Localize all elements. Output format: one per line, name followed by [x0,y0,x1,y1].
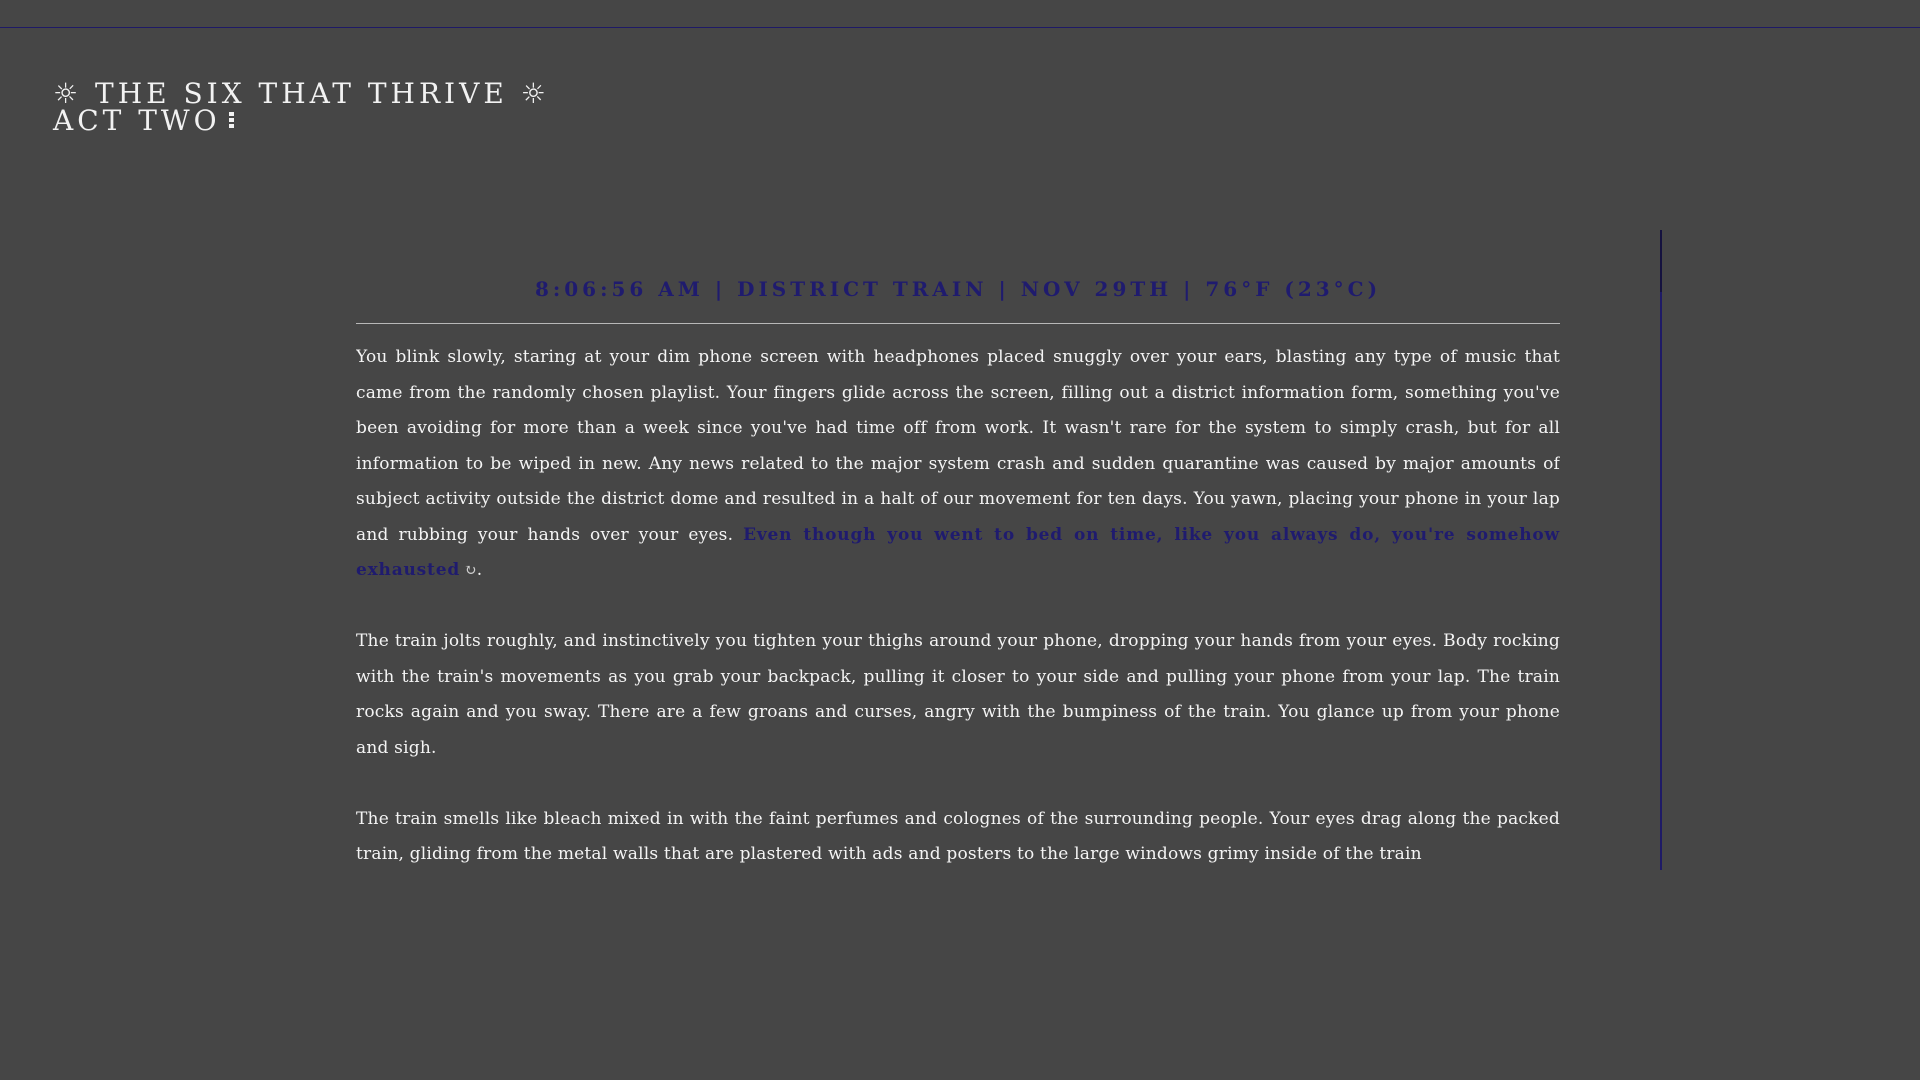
scrollbar-thumb[interactable] [1660,230,1662,292]
entry-header: 8:06:56 AM | DISTRICT TRAIN | NOV 29TH | 76°F (23°C) [356,230,1560,324]
vertical-ellipsis-icon[interactable] [229,112,234,129]
paragraph-text: The train jolts roughly, and instinctively you tighten your thighs around your phone, dropping your hands from your eyes. Body rocking with the train's movements as you grab your backpack, pulling it closer to your side and pulling your phone from your lap. The train rocks again and you sway. There are a few groans and curses, angry with the bumpiness of the train. You glance up from your phone and sigh. [356,631,1560,758]
site-title-line2 [53,104,550,137]
paragraph [356,340,1560,589]
top-divider [0,27,1920,28]
paragraph-text: You blink slowly, staring at your dim phone screen with headphones placed snuggly over your ears, blasting any type of music that came from the randomly chosen playlist. Your fingers glide across the screen, filling out a district information form, something you've been avoiding for more than a week since you've had time off from work. It wasn't rare for the system to simply crash, but for all information to be wiped in new. Any news related to the major system crash and sudden quarantine was caused by major amounts of subject activity outside the district dome and resulted in a halt of our movement for ten days. You yawn, placing your phone in your lap and rubbing your hands over your eyes. [356,347,1560,545]
refresh-icon[interactable]: ↻ [464,561,477,579]
sun-icon: ☼ [520,77,550,110]
site-subtitle-text: ACT TWO [53,104,221,137]
highlighted-link[interactable]: Even though you went to bed on time, like you always do, you're somehow exhausted [356,524,1560,580]
paragraph [356,624,1560,766]
paragraph-suffix: . [476,560,483,580]
site-title[interactable] [53,77,550,137]
paragraph [356,802,1560,871]
entry-content[interactable] [356,230,1560,870]
sun-icon: ☼ [53,77,83,110]
paragraph-text: The train smells like bleach mixed in with the faint perfumes and colognes of the surrounding people. Your eyes drag along the packed train, gliding from the metal walls that are plastered with ads and posters to the large windows grimy inside of the train [356,808,1560,864]
site-title-line1 [53,77,550,110]
site-title-text: THE SIX THAT THRIVE [95,77,508,110]
entry-body [356,340,1560,870]
scrollbar[interactable] [1660,230,1662,870]
